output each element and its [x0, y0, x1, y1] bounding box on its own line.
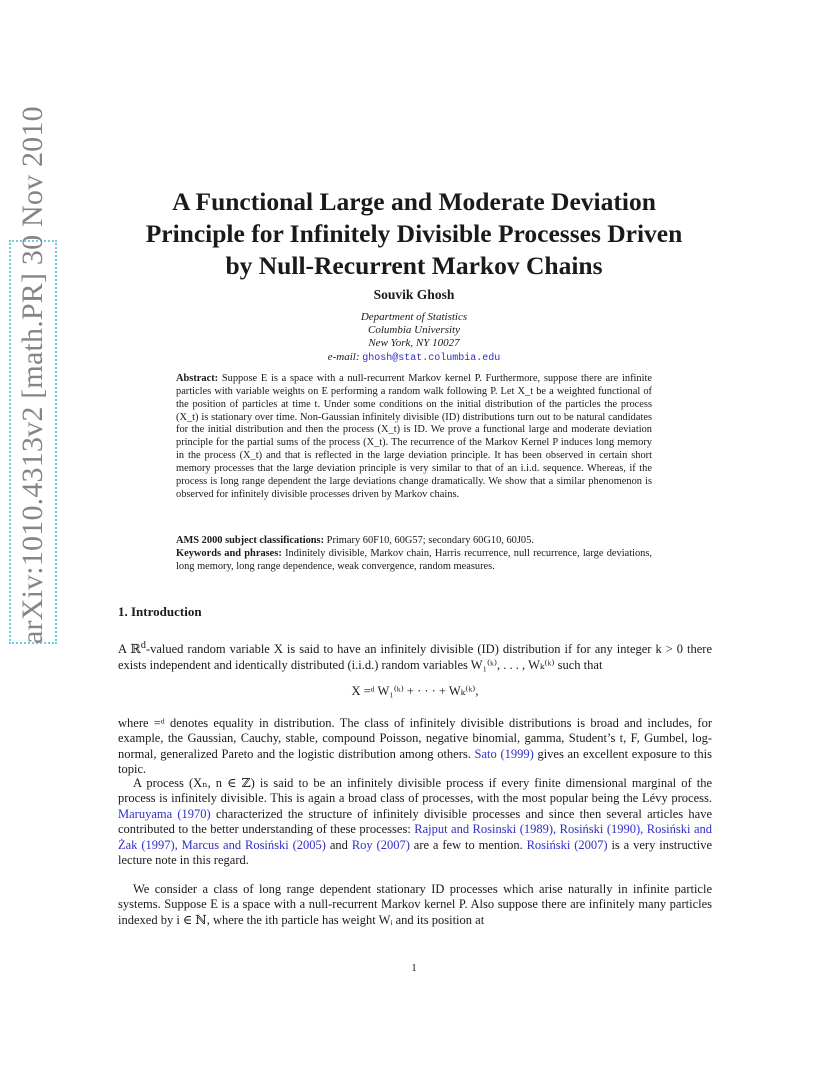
email-link[interactable]: ghosh@stat.columbia.edu [362, 352, 501, 364]
keywords-text: Indinitely divisible, Markov chain, Harris recurrence, null recurrence, large deviations, long memory, long range dependence, weak convergence, random measures. [176, 547, 652, 572]
p3-text-c: and [329, 837, 348, 852]
department: Department of Statistics [360, 311, 468, 323]
citation-list[interactable]: Rajput and Rosinski (1989), Rosiński (1990), Rosiński and Żak (1997), Marcus and Rosiński (2005) [118, 822, 712, 852]
citation-maruyama[interactable]: Maruyama (1970) [118, 806, 211, 821]
page-number: 1 [411, 962, 417, 974]
classification-block [176, 535, 652, 574]
abstract [176, 373, 652, 501]
title-line-1: A Functional Large and Moderate Deviation [172, 187, 656, 216]
intro-paragraph-3 [118, 776, 712, 868]
abstract-label: Abstract: [176, 373, 219, 384]
p3-text-b: characterized the structure of infinitely divisible processes and since then several articles have contributed to the better understanding of these processes: [118, 806, 712, 837]
abstract-text: Suppose E is a space with a null-recurrent Markov kernel P. Furthermore, suppose there are infinite particles with variable weights on E performing a random walk following P. Let X_t be a weighted functional of the position of particles at time t. Under some conditions on the initial distribution of the particles the process (X_t) is stationary over time. Non-Gaussian infinitely divisible (ID) distributions turn out to be natural candidates for the initial distribution and then the process (X_t) is ID. We prove a functional large and moderate deviation principle for the partial sums of the process (X_t). The recurrence of the Markov Kernel P induces long memory in the process (X_t) and that is reflected in the large deviation principle. It has been observed in certain short memory processes that the large deviation principle is very similar to that of an i.i.d. sequence. Whereas, if the process is long range dependent the large deviations change dramatically. We show that a similar phenomenon is observed for infinitely divisible processes driven by Markov chains. [176, 373, 652, 500]
author-name: Souvik Ghosh [373, 287, 455, 302]
intro-paragraph-2 [118, 716, 712, 778]
title-line-3: by Null-Recurrent Markov Chains [225, 251, 603, 280]
p1-text-a: A ℝ [118, 642, 141, 657]
ams-label: AMS 2000 subject classifications: [176, 535, 325, 546]
keywords-label: Keywords and phrases: [176, 547, 282, 559]
intro-paragraph-4: We consider a class of long range dependent stationary ID processes which arise naturally in infinite particle systems. Suppose E is a space with a null-recurrent Markov kernel P. Also suppose there are infinitely many particles indexed by i ∈ ℕ, where the ith particle has weight Wᵢ and its position at [118, 882, 712, 927]
ams-text: Primary 60F10, 60G57; secondary 60G10, 60J05. [326, 535, 534, 546]
p3-text-a: A process (Xₙ, n ∈ ℤ) is said to be an infinitely divisible process if every finite dimensional marginal of the process is infinitely divisible. This is again a broad class of processes, with the most popular being the Lévy process. [118, 776, 712, 806]
university: Columbia University [368, 324, 460, 337]
citation-roy[interactable]: Roy (2007) [351, 837, 410, 852]
city: New York, NY 10027 [368, 337, 460, 350]
section-heading: 1. Introduction [118, 604, 202, 619]
keywords-line [176, 548, 652, 574]
p3-text-e: is a very instructive lecture note in this regard. [118, 837, 712, 868]
email-label: e-mail: [327, 350, 360, 363]
ams-line [176, 535, 652, 548]
title-line-2: Principle for Infinitely Divisible Processes Driven [145, 219, 683, 248]
p1-sup: d [140, 640, 146, 651]
intro-paragraph-1 [118, 638, 712, 673]
p3-text-d: are a few to mention. [413, 837, 523, 852]
citation-rosinski-2007[interactable]: Rosiński (2007) [526, 837, 608, 852]
email-line [110, 351, 718, 365]
citation-sato[interactable]: Sato (1999) [474, 746, 534, 761]
paper-title [110, 186, 718, 282]
arxiv-stamp: arXiv:1010.4313v2 [math.PR] 30 Nov 2010 [16, 106, 49, 644]
p2-text-b: gives an excellent exposure to this topic. [118, 746, 712, 777]
p1-text-b: -valued random variable X is said to have an infinitely divisible (ID) distribution if for any integer k > 0 there exists independent and identically distributed (i.i.d.) random variables W₁⁽ᵏ⁾, . . . , Wₖ⁽ᵏ⁾ such that [118, 642, 712, 672]
equation: X =ᵈ W₁⁽ᵏ⁾ + · · · + Wₖ⁽ᵏ⁾, [351, 684, 479, 698]
p2-text-a: where =ᵈ denotes equality in distribution. The class of infinitely divisible distributions is broad and includes, for example, the Gaussian, Cauchy, stable, compound Poisson, negative binomial, gamma, Student’s t, F, Gumbel, log-normal, generalized Pareto and the logistic distribution among others. [118, 716, 712, 761]
affiliation [110, 311, 718, 365]
